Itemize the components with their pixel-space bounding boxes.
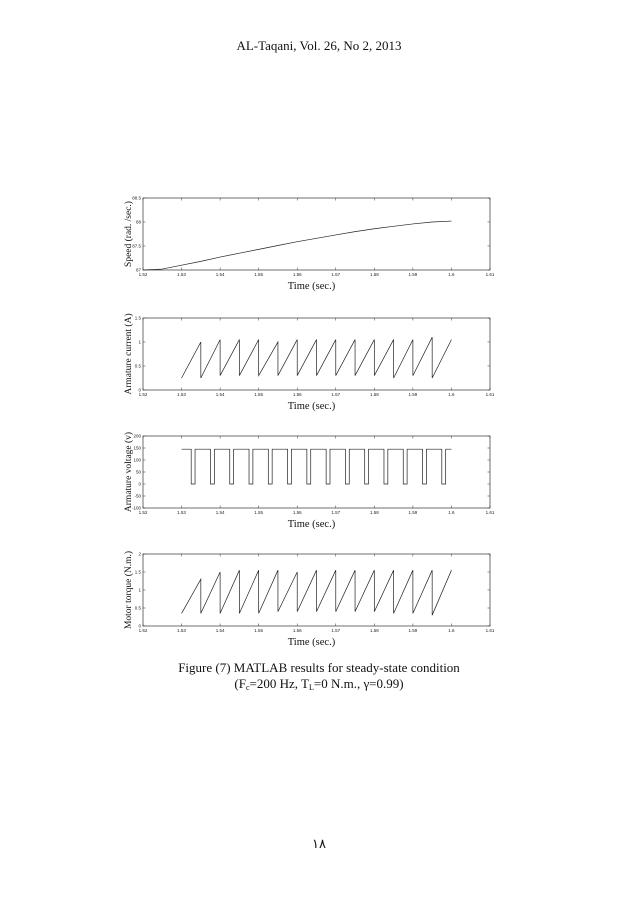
x-tick-label: 1.52 [138, 272, 148, 277]
x-tick-label: 1.56 [292, 628, 302, 633]
y-tick-label: 50 [135, 469, 141, 475]
plot-frame [143, 198, 490, 270]
y-tick-label: 88 [135, 219, 141, 225]
x-tick-label: 1.54 [215, 510, 225, 515]
x-tick-label: 1.54 [215, 392, 225, 397]
series-line [143, 221, 451, 270]
x-tick-label: 1.59 [408, 510, 418, 515]
caption-part: =0 N.m., γ=0.99) [313, 676, 404, 691]
caption-line-1: Figure (7) MATLAB results for steady-state condition [178, 660, 460, 675]
x-tick-label: 1.55 [254, 628, 264, 633]
x-tick-label: 1.6 [448, 628, 455, 633]
x-tick-label: 1.52 [138, 392, 148, 397]
series-line [182, 337, 452, 378]
x-tick-label: 1.55 [254, 510, 264, 515]
x-tick-label: 1.56 [292, 510, 302, 515]
x-tick-label: 1.6 [448, 392, 455, 397]
y-tick-label: -50 [134, 493, 141, 499]
x-tick-label: 1.54 [215, 272, 225, 277]
caption-subscript: c [245, 683, 250, 692]
y-tick-label: -100 [131, 505, 141, 511]
caption-subscript: L [308, 683, 314, 692]
y-tick-label: 88.5 [132, 195, 141, 201]
y-tick-label: 1 [138, 587, 141, 593]
x-axis-label: Time (sec.) [287, 637, 336, 648]
x-tick-label: 1.61 [485, 510, 495, 515]
x-tick-label: 1.6 [448, 272, 455, 277]
x-tick-label: 1.57 [331, 628, 341, 633]
caption-part: (F [234, 676, 246, 691]
y-tick-label: 100 [133, 457, 141, 463]
x-tick-label: 1.53 [177, 628, 186, 633]
x-tick-label: 1.58 [369, 628, 379, 633]
x-tick-label: 1.59 [408, 628, 418, 633]
speed-chart [0, 190, 638, 300]
armature-voltage-chart [0, 428, 638, 538]
y-tick-label: 200 [133, 433, 141, 439]
x-tick-label: 1.57 [331, 272, 341, 277]
x-tick-label: 1.6 [448, 510, 455, 515]
x-tick-label: 1.55 [254, 392, 264, 397]
x-tick-label: 1.56 [292, 392, 302, 397]
x-tick-label: 1.54 [215, 628, 225, 633]
y-tick-label: 0.5 [134, 363, 141, 369]
x-tick-label: 1.55 [254, 272, 264, 277]
y-tick-label: 0 [138, 387, 141, 393]
y-tick-label: 87 [135, 267, 141, 273]
x-axis-label: Time (sec.) [287, 281, 336, 292]
figure-caption [0, 660, 638, 696]
running-head: AL-Taqani, Vol. 26, No 2, 2013 [236, 38, 402, 53]
x-axis-label: Time (sec.) [287, 519, 336, 530]
x-tick-label: 1.59 [408, 272, 418, 277]
y-tick-label: 0.5 [134, 605, 141, 611]
page-number: ١٨ [312, 836, 326, 851]
motor-torque-chart [0, 546, 638, 656]
series-line [182, 449, 452, 484]
y-axis-label: Motor torque (N.m.) [124, 550, 134, 630]
caption-line-2 [0, 676, 638, 696]
x-tick-label: 1.58 [369, 510, 379, 515]
x-tick-label: 1.59 [408, 392, 418, 397]
y-tick-label: 87.5 [132, 243, 141, 249]
x-tick-label: 1.52 [138, 510, 148, 515]
x-tick-label: 1.58 [369, 392, 379, 397]
x-tick-label: 1.58 [369, 272, 379, 277]
armature-current-chart [0, 310, 638, 420]
y-tick-label: 1.5 [134, 315, 141, 321]
x-tick-label: 1.53 [177, 392, 186, 397]
y-tick-label: 1 [138, 339, 141, 345]
x-tick-label: 1.57 [331, 510, 341, 515]
x-axis-label: Time (sec.) [287, 401, 336, 412]
y-tick-label: 150 [133, 445, 141, 451]
x-tick-label: 1.53 [177, 272, 186, 277]
x-tick-label: 1.52 [138, 628, 148, 633]
x-tick-label: 1.61 [485, 272, 495, 277]
y-tick-label: 1.5 [134, 569, 141, 575]
x-tick-label: 1.56 [292, 272, 302, 277]
x-tick-label: 1.53 [177, 510, 186, 515]
x-tick-label: 1.57 [331, 392, 341, 397]
y-axis-label: Speed (rad. /sec.) [124, 201, 134, 267]
y-tick-label: 0 [138, 481, 141, 487]
x-tick-label: 1.61 [485, 628, 495, 633]
x-tick-label: 1.61 [485, 392, 495, 397]
caption-part: =200 Hz, T [249, 676, 309, 691]
y-axis-label: Armature current (A) [124, 313, 134, 395]
y-axis-label: Armature voltage (v) [124, 431, 134, 513]
y-tick-label: 2 [138, 551, 141, 557]
y-tick-label: 0 [138, 623, 141, 629]
series-line [182, 570, 452, 615]
